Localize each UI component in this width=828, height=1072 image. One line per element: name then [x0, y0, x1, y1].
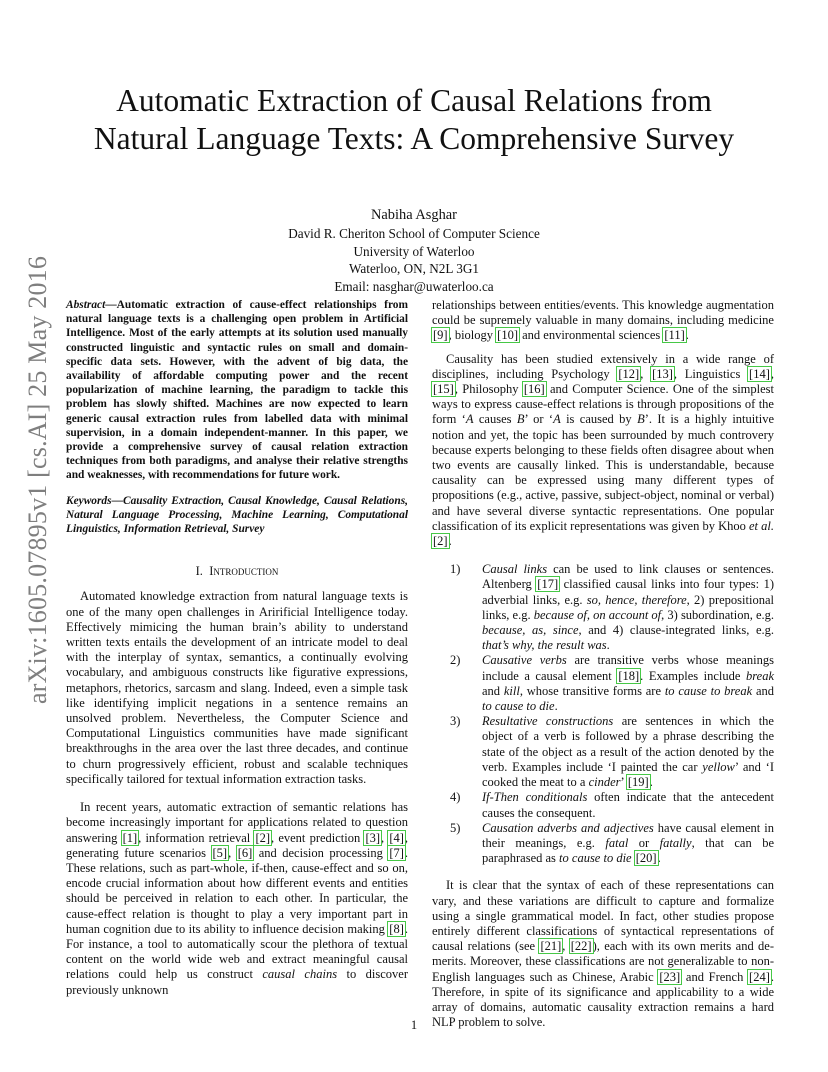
citation-link[interactable]: [9]	[433, 328, 448, 343]
text-run: ,	[381, 830, 389, 845]
author-email: Email: nasghar@uwaterloo.ca	[334, 278, 494, 294]
emphasis: B	[637, 412, 645, 427]
text-run: . For instance, a tool to automatically scour the plethora of textual content on the world wide web and extract meaningful causal relations could help us construct	[66, 921, 408, 982]
text-run: ’	[620, 775, 627, 790]
list-item	[432, 790, 774, 820]
list-item-number: 1)	[450, 562, 461, 577]
citation-link[interactable]: [6]	[237, 845, 253, 860]
text-run: ’ and ‘I cooked the meat to a	[482, 759, 774, 790]
citation-link[interactable]: [4]	[389, 830, 404, 845]
text-run: .	[606, 638, 610, 653]
citation-link[interactable]: [23]	[659, 969, 681, 984]
citation-link[interactable]: [11]	[664, 328, 685, 343]
text-run: , 2) prepositional links, e.g.	[482, 592, 774, 622]
emphasis: because, as, since	[482, 623, 579, 638]
text-run: , whose transitive forms are	[519, 683, 665, 698]
citation-link[interactable]: [3]	[365, 830, 381, 845]
citation-link[interactable]: [20]	[635, 851, 657, 866]
title-line-1: Automatic Extraction of Causal Relations from	[116, 83, 712, 118]
text-run: ,	[228, 845, 237, 860]
text-run: , Philosophy	[454, 382, 523, 397]
section-title: Introduction	[209, 564, 279, 579]
emphasis: to cause to die	[559, 851, 632, 866]
text-run: .	[448, 534, 452, 549]
emphasis: because of, on account of	[533, 607, 662, 622]
text-run: , 3) subordination, e.g.	[661, 607, 774, 622]
text-run: and decision processing	[253, 845, 389, 860]
emphasis: et al.	[749, 518, 775, 533]
emphasis: yellow	[702, 759, 735, 774]
text-run: .	[649, 775, 653, 790]
citation-link[interactable]: [16]	[523, 382, 545, 397]
text-run: and	[482, 683, 504, 698]
emphasis: so, hence, therefore	[586, 592, 687, 607]
list-item-number: 4)	[450, 790, 461, 805]
author-name: Nabiha Asghar	[371, 207, 457, 223]
causality-paragraph	[432, 352, 774, 550]
list-item-body	[482, 562, 774, 653]
emphasis: Causal links	[482, 562, 548, 577]
citation-link[interactable]: [14]	[749, 366, 770, 381]
citation-link[interactable]: [17]	[537, 577, 559, 592]
text-run: are sentences in which the object of a verb is followed by a phrase describing the state of the object as a result of the action denoted by the verb. Examples include ‘I painted the car	[482, 714, 774, 774]
citation-link[interactable]: [18]	[618, 668, 640, 683]
citation-link[interactable]: [12]	[618, 366, 640, 381]
causal-representation-list	[432, 562, 774, 866]
text-run: is caused by	[560, 412, 638, 427]
text-run: and environmental sciences	[518, 328, 664, 343]
text-run: . These relations, such as part-whole, if-then, cause-effect and so on, encode crucial information about how different events and entities should be perceived in relation to each other. In particular, the cause-effect relation is thought to play a very important part in human cognition due to its ability to influence decision making	[66, 845, 409, 936]
text-run: to discover previously unknown	[66, 967, 408, 997]
emphasis: to cause to break	[664, 683, 753, 698]
text-run: ’ or ‘	[524, 412, 554, 427]
paper-title	[40, 82, 788, 158]
syntax-variation-paragraph	[432, 878, 774, 1030]
list-item-body	[482, 790, 774, 820]
emphasis: A	[553, 412, 561, 427]
list-item	[432, 821, 774, 867]
emphasis: to cause to die	[482, 699, 555, 714]
emphasis: Causation adverbs and adjectives	[482, 820, 654, 835]
text-run: relationships between entities/events. This knowledge augmentation could be supremely valuable in many domains, including medicine	[432, 298, 774, 328]
text-run: , Linguistics	[673, 366, 749, 381]
list-item	[432, 562, 774, 653]
left-column	[66, 298, 408, 998]
keywords-text: —Causality Extraction, Causal Knowledge, Causal Relations, Natural Language Processing, Machine Learning, Computational Linguistics, Information Retrieval, Survey	[66, 494, 408, 536]
citation-link[interactable]: [13]	[652, 366, 673, 381]
intro-paragraph-2	[66, 800, 408, 998]
text-run: are transitive verbs whose meanings include a causal element	[482, 653, 774, 683]
emphasis: break	[746, 668, 774, 683]
citation-link[interactable]: [24]	[749, 969, 770, 984]
citation-link[interactable]: [22]	[570, 939, 592, 954]
citation-link[interactable]: [21]	[540, 939, 562, 954]
title-line-2: Natural Language Texts: A Comprehensive Survey	[93, 121, 735, 156]
emphasis: Resultative constructions	[482, 714, 614, 729]
right-column	[432, 298, 774, 1030]
intro-paragraph-1: Automated knowledge extraction from natural language texts is one of the many open challenges in Aririficial Intelligence today. Effectively mimicing the human brain’s ability to understand written texts entails the development of an intricate model to deal with the interplay of syntax, semantics, a continually evolving vocabulary, and ambiguous constructs like figurative expressions, metaphors, rhetorics, sarcasm and slang. Indeed, even a simple task like identifying implicit negations in a sentence remains an unsolved problem. Nevertheless, the Computer Science and Computational Linguistics communities have made significant breakthroughs in the area over the last three decades, and continue to churn progressively efficient, robust and scalable techniques specifically tailored for textual information extraction tasks.	[66, 589, 408, 786]
list-item-number: 5)	[450, 820, 461, 835]
citation-link[interactable]: [1]	[122, 830, 138, 845]
affiliation-address: Waterloo, ON, N2L 3G1	[349, 261, 479, 277]
text-run: and	[752, 683, 774, 698]
text-run: can be used to link clauses or sentences. Altenberg	[482, 562, 774, 592]
emphasis: kill	[503, 683, 520, 698]
text-run: . Therefore, in spite of its significance and applicability to a wide array of domains, automatic causality extraction remains a hard NLP problem to solve.	[432, 969, 774, 1030]
emphasis: Causative verbs	[482, 653, 567, 668]
citation-link[interactable]: [15]	[433, 382, 454, 397]
citation-link[interactable]: [5]	[212, 845, 228, 860]
text-run: ,	[770, 366, 774, 381]
text-run: causes	[473, 412, 517, 427]
emphasis: If-Then conditionals	[482, 790, 588, 805]
list-item-number: 3)	[450, 714, 461, 729]
abstract	[66, 298, 408, 483]
text-run: In recent years, automatic extraction of semantic relations has become increasingly important for applications related to question answering	[66, 800, 408, 845]
text-run: , generating future scenarios	[66, 830, 409, 860]
text-run: .	[685, 328, 689, 343]
text-run: ’. It is a highly intuitive notion and yet, the topic has been surrounded by much controvery because experts belonging to these fields often disagree about when two events are causally linked. This is understandable, because causality can be expressed using many different types of propositions (e.g., active, passive, subject-object, nominal or verbal) and have several diverse syntactic representations. One popular classification of its explicit representations was given by Khoo	[432, 412, 774, 533]
arxiv-identifier-stamp: arXiv:1605.07895v1 [cs.AI] 25 May 2016	[23, 255, 52, 705]
keywords-lead: Keywords	[66, 494, 112, 507]
affiliation-department: David R. Cheriton School of Computer Science	[288, 226, 540, 241]
text-run: have causal element in their meanings, e.g.	[482, 820, 774, 850]
section-numeral: I.	[195, 564, 203, 579]
list-item	[432, 714, 774, 790]
list-item	[432, 653, 774, 714]
citation-link[interactable]: [8]	[389, 921, 404, 936]
list-item-number: 2)	[450, 653, 461, 668]
text-run: ), each with its own merits and de-merits. Moreover, these classifications are not generalizable to non-English languages such as Chinese, Arabic	[432, 939, 774, 984]
citation-link[interactable]: [2]	[433, 534, 448, 549]
text-run: ,	[640, 366, 652, 381]
text-run: classified causal links into four types: 1) adverbial links, e.g.	[482, 577, 774, 607]
text-run: .	[657, 851, 661, 866]
text-run: , and 4) clause-integrated links, e.g.	[578, 623, 774, 638]
text-run: It is clear that the syntax of each of these representations can vary, and these variations are difficult to capture and formalize using a single grammatical model. In fact, other studies propose entirely different classifications of syntactical representations of causal relations (see	[432, 878, 774, 954]
text-run: , information retrieval	[138, 830, 255, 845]
continued-paragraph	[432, 298, 774, 344]
keywords	[66, 494, 408, 537]
text-run: often indicate that the antecedent causes the consequent.	[482, 790, 774, 820]
text-run: .	[554, 699, 558, 714]
text-run: , that can be paraphrased as	[482, 835, 774, 866]
emphasis: cinder	[588, 775, 621, 790]
page-number: 1	[410, 1018, 418, 1032]
citation-link[interactable]: [19]	[627, 775, 649, 790]
text-run: ,	[562, 939, 570, 954]
list-item-body	[482, 714, 774, 790]
abstract-text: —Automatic extraction of cause-effect relationships from natural language texts is a challenging open problem in Artificial Intelligence. Most of the early attempts at its solution used manually constructed linguistic and syntactic rules on small and domain-specific data sets. However, with the advent of big data, the availability of affordable computing power and the recent popularization of machine learning, the paradigm to tackle this problem has slowly shifted. Machines are now expected to learn generic causal extraction rules from labelled data with minimal supervision, in a domain independent-manner. In this paper, we provide a comprehensive survey of causal relation extraction techniques from both paradigms, and analyse their relative strengths and weaknesses, with recommendations for future work.	[66, 299, 408, 482]
text-run: Causality has been studied extensively in a wide range of disciplines, including Psychology	[432, 351, 774, 381]
affiliation-university: University of Waterloo	[353, 243, 475, 259]
text-run: , event prediction	[271, 830, 365, 845]
text-run: , biology	[448, 328, 497, 343]
emphasis: fatally	[659, 835, 692, 850]
author-block	[200, 205, 628, 295]
text-run: and French	[681, 969, 749, 984]
citation-link[interactable]: [7]	[389, 845, 404, 860]
text-run: and Computer Science. One of the simplest ways to express cause-effect relations is through propositions of the form ‘	[432, 382, 774, 427]
citation-link[interactable]: [2]	[255, 830, 271, 845]
section-heading-introduction	[66, 564, 408, 579]
emphasis: fatal	[605, 835, 629, 850]
emphasis: A	[465, 412, 474, 427]
list-item-body	[482, 821, 774, 867]
text-run: or	[628, 835, 660, 850]
emphasis: that’s why, the result was	[482, 638, 607, 653]
text-run: . Examples include	[640, 668, 746, 683]
citation-link[interactable]: [10]	[497, 328, 518, 343]
emphasis: causal chains	[262, 967, 338, 982]
abstract-lead: Abstract	[66, 299, 106, 311]
emphasis: B	[516, 412, 525, 427]
list-item-body	[482, 653, 774, 714]
